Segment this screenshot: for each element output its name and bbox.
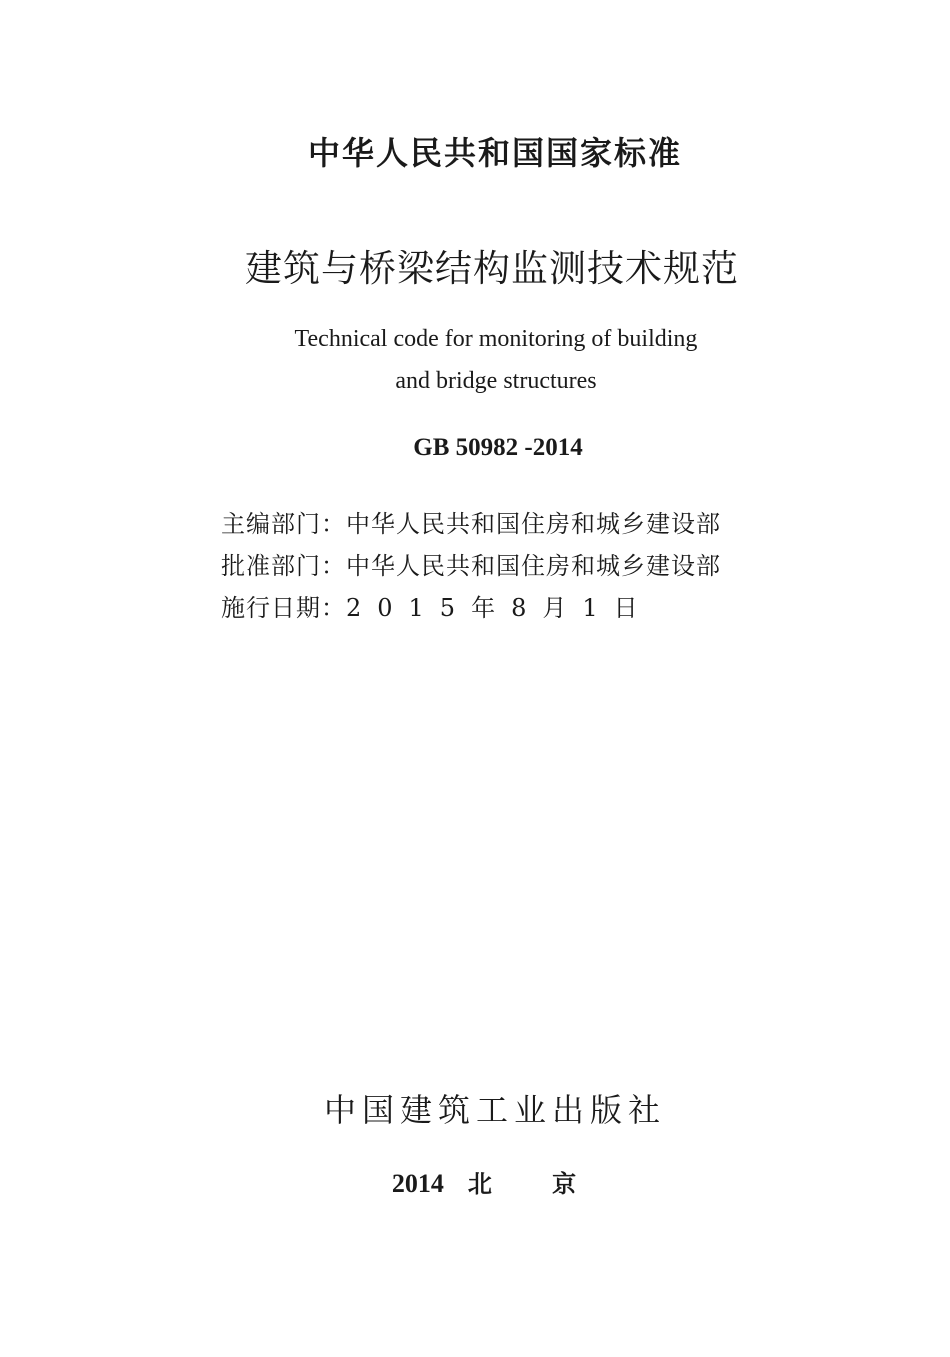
chief-editor-row	[221, 503, 721, 545]
publication-city: 北 京	[467, 1170, 603, 1198]
publisher-name: 中国建筑工业出版社	[323, 1091, 666, 1129]
approval-label: 批准部门：	[221, 552, 346, 580]
national-standard-heading: 中华人民共和国国家标准	[307, 134, 682, 172]
document-title-english	[0, 318, 950, 402]
standard-code: GB 50982 -2014	[413, 434, 583, 461]
publication-year: 2014	[391, 1169, 444, 1198]
document-title-chinese: 建筑与桥梁结构监测技术规范	[245, 247, 739, 290]
effective-date-label: 施行日期：	[221, 594, 346, 622]
approval-row	[221, 545, 721, 587]
english-title-line-2: and bridge structures	[395, 368, 597, 394]
document-metadata	[221, 503, 721, 629]
chief-editor-label: 主编部门：	[221, 510, 346, 538]
publication-place	[0, 1164, 950, 1199]
chief-editor-value: 中华人民共和国住房和城乡建设部	[346, 510, 721, 538]
effective-date-row	[221, 587, 721, 629]
effective-date-value: 2015年8月1日	[346, 594, 654, 622]
english-title-line-1: Technical code for monitoring of building	[294, 326, 698, 352]
approval-value: 中华人民共和国住房和城乡建设部	[346, 552, 721, 580]
